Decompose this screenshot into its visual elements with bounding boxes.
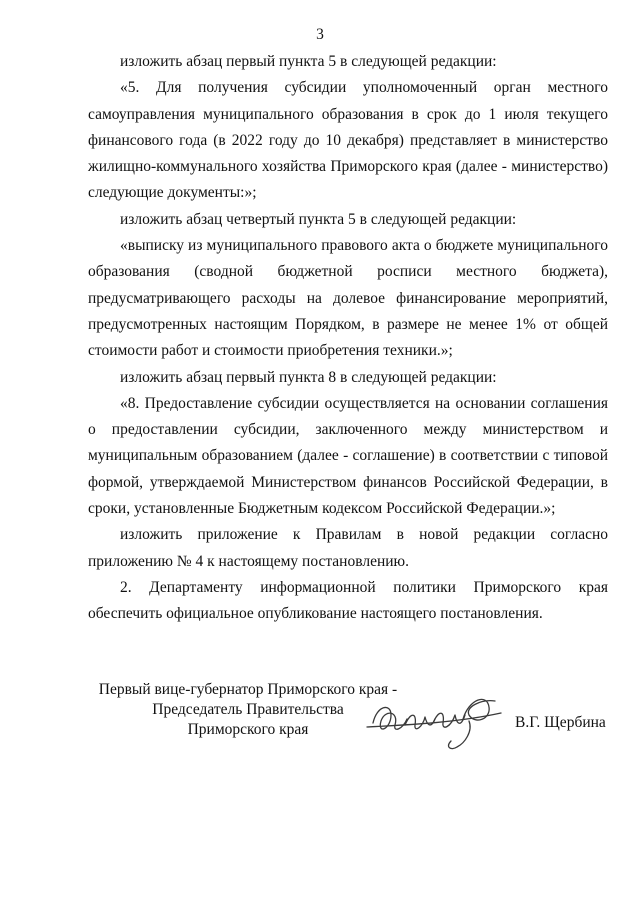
handwritten-signature: [365, 685, 515, 755]
signer-name: В.Г. Щербина: [515, 714, 606, 731]
signatory-title-line-1: Первый вице-губернатор Приморского края -: [98, 681, 398, 698]
paragraph-7: изложить приложение к Правилам в новой редакции согласно приложению № 4 к настоящему постановлению.: [88, 526, 608, 570]
page-number: 3: [316, 26, 324, 43]
paragraph-1: изложить абзац первый пункта 5 в следующей редакции:: [120, 53, 497, 70]
paragraph-5: изложить абзац первый пункта 8 в следующей редакции:: [120, 368, 497, 386]
signatory-title-line-3: Приморского края: [187, 721, 309, 738]
paragraph-8: 2. Департаменту информационной политики Приморского края обеспечить официальное опубликование настоящего постановления.: [88, 578, 608, 623]
paragraph-4: «выписку из муниципального правового акта о бюджете муниципального образования (сводной бюджетной росписи местного бюджета), предусматривающего расходы на долевое финансирование мероприятий, предусмотренных настоящим Порядком, в размере не менее 1% от общей стоимости работ и стоимости приобретения техники.»;: [88, 237, 608, 360]
paragraph-2: «5. Для получения субсидии уполномоченный орган местного самоуправления муниципального образования в срок до 1 июля текущего финансового года (в 2022 году до 10 декабря) представляет в министерство жилищно-коммунального хозяйства Приморского края (далее - министерство) следующие документы:»;: [88, 79, 608, 202]
paragraph-6: «8. Предоставление субсидии осуществляется на основании соглашения о предоставлении субсидии, заключенного между министерством и муниципальным образованием (далее - соглашение) в соответствии с типовой формой, утверждаемой Министерством финансов Российской Федерации, в сроки, установленные Бюджетным кодексом Российской Федерации.»;: [88, 394, 608, 518]
signatory-title-line-2: Председатель Правительства: [152, 701, 344, 718]
body-text: [88, 49, 608, 628]
paragraph-3: изложить абзац четвертый пункта 5 в следующей редакции:: [120, 210, 517, 228]
signatory-title: [88, 680, 408, 740]
